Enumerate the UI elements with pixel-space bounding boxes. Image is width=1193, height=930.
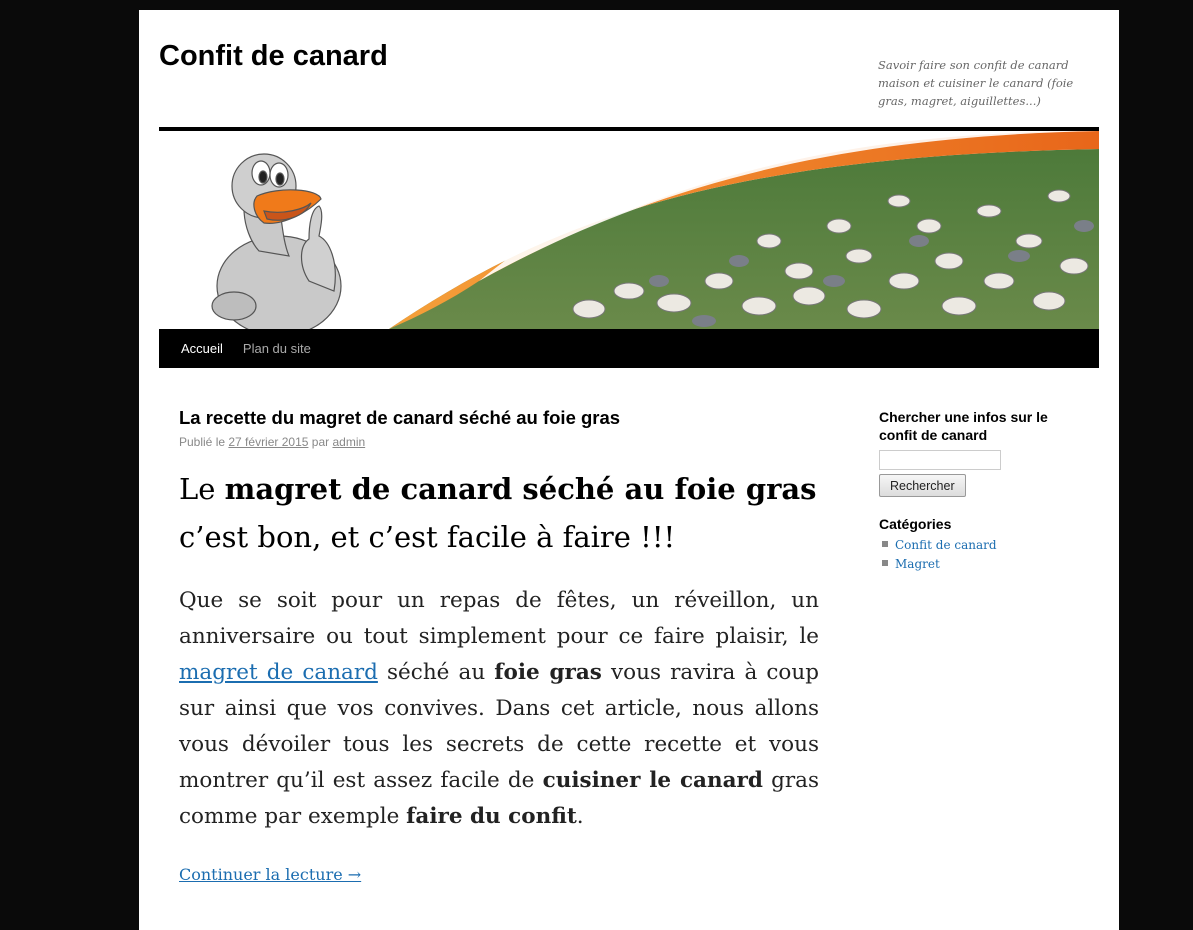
magret-link[interactable]: magret de canard	[179, 660, 378, 685]
post-lead	[179, 465, 819, 561]
site-title[interactable]: Confit de canard	[159, 40, 388, 72]
excerpt-part-3: vous ravira à coup sur ainsi que vos convives. Dans cet article, nous allons vous dévoiler tous les secrets de cette recette et vous montrer qu’il est assez facile de	[179, 660, 819, 793]
category-item	[882, 555, 1089, 574]
bullet-square-icon	[882, 541, 888, 547]
category-link-magret[interactable]: Magret	[895, 556, 940, 571]
site-description: Savoir faire son confit de canard maison et cuisiner le canard (foie gras, magret, aiguillettes...)	[878, 58, 1074, 108]
post-excerpt	[179, 583, 819, 835]
banner-image	[159, 131, 1099, 329]
excerpt-part-5: .	[576, 804, 584, 829]
sidebar	[879, 408, 1089, 573]
meta-by-label: par	[311, 435, 330, 449]
category-item	[882, 536, 1089, 555]
post-author-link[interactable]: admin	[332, 435, 366, 449]
continue-reading-link[interactable]: Continuer la lecture →	[179, 865, 362, 884]
page-wrapper	[139, 10, 1119, 930]
main-content	[179, 407, 819, 885]
header-banner	[159, 131, 1099, 329]
excerpt-part-1: Que se soit pour un repas de fêtes, un réveillon, un anniversaire ou tout simplement pour ce faire plaisir, le	[179, 588, 819, 649]
post-meta	[179, 435, 819, 449]
excerpt-part-2: séché au	[377, 660, 495, 685]
bold-confit: faire du confit	[406, 804, 577, 829]
post-title[interactable]: La recette du magret de canard séché au foie gras	[179, 407, 621, 428]
bold-foie-gras: foie gras	[494, 660, 602, 685]
categories-widget-title: Catégories	[879, 516, 952, 532]
search-widget-title: Chercher une infos sur le confit de canard	[879, 409, 1048, 443]
main-navigation	[159, 329, 1099, 368]
search-button[interactable]: Rechercher	[879, 474, 966, 497]
post-date-link[interactable]: 27 février 2015	[228, 435, 309, 449]
nav-item-accueil[interactable]: Accueil	[181, 341, 223, 356]
lead-prefix: Le	[179, 472, 225, 506]
meta-published-label: Publié le	[179, 435, 226, 449]
bullet-square-icon	[882, 560, 888, 566]
search-input[interactable]	[879, 450, 1001, 470]
nav-item-plan-du-site[interactable]: Plan du site	[242, 341, 311, 356]
excerpt-part-4: gras comme par exemple	[179, 768, 819, 829]
bold-cuisiner: cuisiner le canard	[542, 768, 763, 793]
category-link-confit-de-canard[interactable]: Confit de canard	[895, 538, 997, 552]
categories-list	[882, 536, 1089, 573]
lead-suffix: c’est bon, et c’est facile à faire !!!	[179, 520, 676, 554]
lead-bold: magret de canard séché au foie gras	[224, 472, 817, 506]
